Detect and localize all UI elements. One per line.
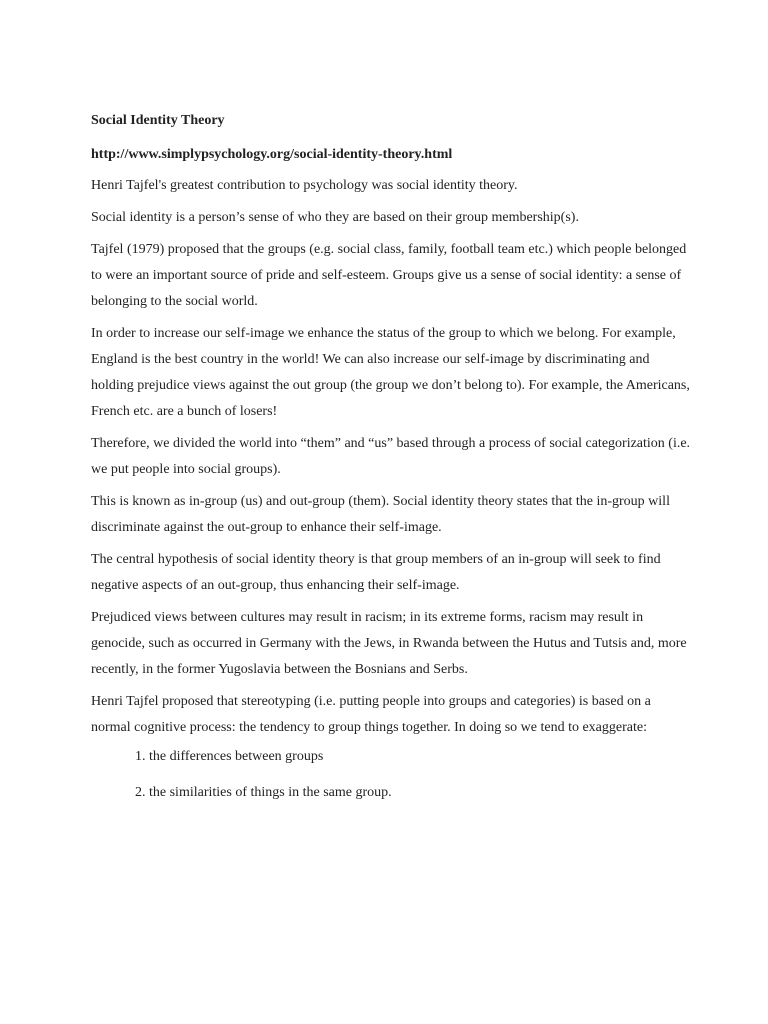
paragraph: Henri Tajfel's greatest contribution to psychology was social identity theory. [91, 178, 518, 193]
paragraph: In order to increase our self-image we enhance the status of the group to which we belong. For example, England is the best country in the world! We can also increase our self-image by discriminating and holding prejudice views against the out group (the group we don’t belong to). For example, the Americans, French etc. are a bunch of losers! [91, 326, 690, 419]
numbered-list [91, 747, 708, 803]
list-item: 1. the differences between groups [135, 749, 324, 764]
paragraph: Tajfel (1979) proposed that the groups (e.g. social class, family, football team etc.) which people belonged to were an important source of pride and self-esteem. Groups give us a sense of social identity: a sense of belonging to the social world. [91, 242, 687, 309]
list-item: 2. the similarities of things in the same group. [135, 785, 392, 800]
paragraph: This is known as in-group (us) and out-group (them). Social identity theory states that the in-group will discriminate against the out-group to enhance their self-image. [91, 494, 670, 535]
document-title: Social Identity Theory [91, 113, 225, 128]
paragraph: Social identity is a person’s sense of who they are based on their group membership(s). [91, 210, 579, 225]
paragraph: Prejudiced views between cultures may result in racism; in its extreme forms, racism may result in genocide, such as occurred in Germany with the Jews, in Rwanda between the Hutus and Tutsis and, more recently, in the former Yugoslavia between the Bosnians and Serbs. [91, 610, 687, 677]
source-url: http://www.simplypsychology.org/social-identity-theory.html [91, 147, 453, 162]
paragraph: The central hypothesis of social identity theory is that group members of an in-group will seek to find negative aspects of an out-group, thus enhancing their self-image. [91, 552, 661, 593]
paragraph: Henri Tajfel proposed that stereotyping (i.e. putting people into groups and categories) is based on a normal cognitive process: the tendency to group things together. In doing so we tend to exaggerate: [91, 694, 651, 735]
paragraph: Therefore, we divided the world into “them” and “us” based through a process of social categorization (i.e. we put people into social groups). [91, 436, 691, 477]
